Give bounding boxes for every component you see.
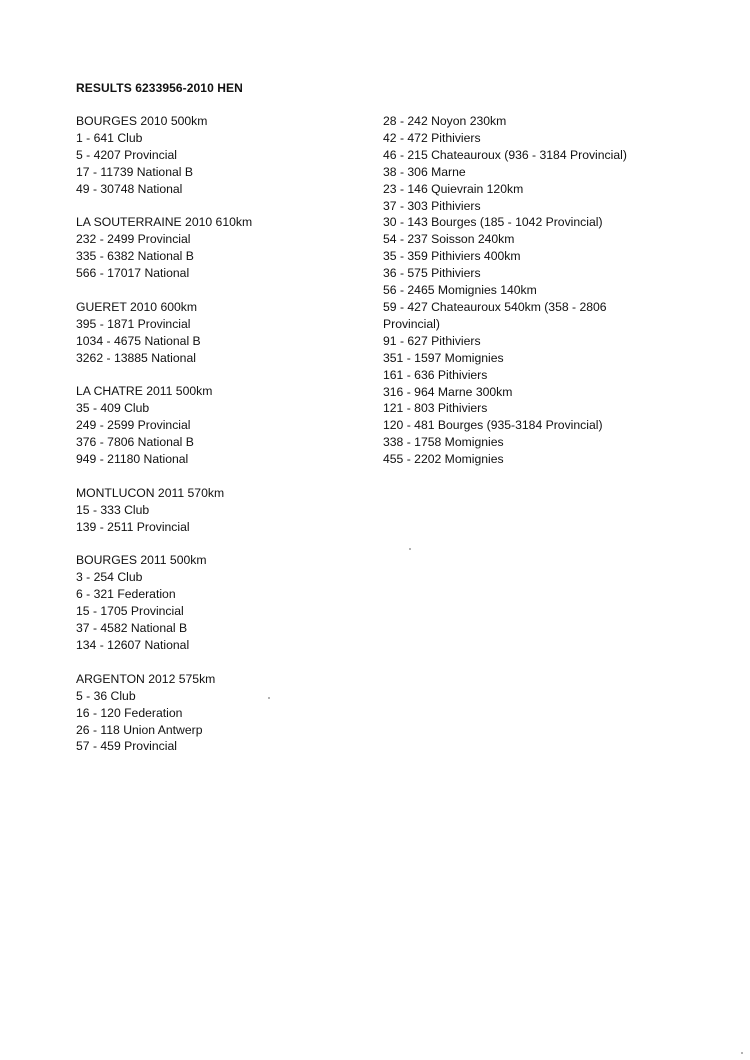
- left-column: [76, 113, 356, 772]
- race-block: [76, 299, 356, 367]
- result-row: 17 - 11739 National B: [76, 164, 193, 179]
- race-block: [76, 113, 356, 198]
- result-row: 54 - 237 Soisson 240km: [383, 232, 515, 247]
- result-row: 15 - 333 Club: [76, 502, 150, 517]
- result-row: 949 - 21180 National: [76, 452, 189, 467]
- result-row: 161 - 636 Pithiviers: [383, 367, 488, 382]
- result-row: 134 - 12607 National: [76, 638, 190, 653]
- result-row: 249 - 2599 Provincial: [76, 418, 191, 433]
- result-row: 23 - 146 Quievrain 120km: [383, 181, 524, 196]
- scan-speck: [268, 697, 270, 699]
- race-block: [76, 383, 356, 468]
- result-row: 91 - 627 Pithiviers: [383, 333, 481, 348]
- result-row: 37 - 4582 National B: [76, 621, 188, 636]
- result-row: 120 - 481 Bourges (935-3184 Provincial): [383, 418, 603, 433]
- result-row: 49 - 30748 National: [76, 181, 183, 196]
- scan-speck: [741, 1052, 743, 1054]
- result-row: 338 - 1758 Momignies: [383, 435, 504, 450]
- result-row: 376 - 7806 National B: [76, 435, 194, 450]
- result-row: 30 - 143 Bourges (185 - 1042 Provincial): [383, 215, 603, 230]
- result-row: 6 - 321 Federation: [76, 587, 176, 602]
- result-row: 38 - 306 Marne: [383, 164, 466, 179]
- scan-speck: [409, 548, 411, 550]
- race-heading: LA SOUTERRAINE 2010 610km: [76, 215, 253, 230]
- result-row: 316 - 964 Marne 300km: [383, 384, 513, 399]
- result-row: 3262 - 13885 National: [76, 350, 196, 365]
- result-row: 26 - 118 Union Antwerp: [76, 722, 203, 737]
- result-row: 455 - 2202 Momignies: [383, 452, 504, 467]
- result-row: 59 - 427 Chateauroux 540km (358 - 2806 Provincial): [383, 299, 607, 331]
- race-block: [76, 485, 356, 536]
- result-row: 335 - 6382 National B: [76, 249, 194, 264]
- result-row: 37 - 303 Pithiviers: [383, 198, 481, 213]
- result-row: 3 - 254 Club: [76, 570, 143, 585]
- race-block: [76, 671, 356, 756]
- document-title: RESULTS 6233956-2010 HEN: [76, 81, 243, 95]
- result-row: 139 - 2511 Provincial: [76, 519, 190, 534]
- result-row: 35 - 409 Club: [76, 401, 150, 416]
- result-row: 28 - 242 Noyon 230km: [383, 114, 507, 128]
- race-heading: BOURGES 2011 500km: [76, 553, 207, 568]
- race-heading: MONTLUCON 2011 570km: [76, 485, 225, 500]
- race-block: [76, 552, 356, 653]
- race-heading: ARGENTON 2012 575km: [76, 671, 216, 686]
- result-row: 1 - 641 Club: [76, 130, 143, 145]
- result-row: 5 - 4207 Provincial: [76, 147, 177, 162]
- race-heading: GUERET 2010 600km: [76, 299, 198, 314]
- right-column: [383, 113, 683, 468]
- result-row: 36 - 575 Pithiviers: [383, 266, 481, 281]
- result-row: 351 - 1597 Momignies: [383, 350, 504, 365]
- result-row: 15 - 1705 Provincial: [76, 604, 184, 619]
- race-heading: LA CHATRE 2011 500km: [76, 384, 213, 399]
- race-block: [76, 214, 356, 282]
- result-row: 566 - 17017 National: [76, 266, 190, 281]
- result-row: 57 - 459 Provincial: [76, 739, 177, 754]
- result-row: 46 - 215 Chateauroux (936 - 3184 Provincial): [383, 147, 627, 162]
- result-row: 42 - 472 Pithiviers: [383, 130, 481, 145]
- result-row: 56 - 2465 Momignies 140km: [383, 283, 537, 298]
- result-row: 395 - 1871 Provincial: [76, 316, 191, 331]
- result-row: 121 - 803 Pithiviers: [383, 401, 488, 416]
- race-heading: BOURGES 2010 500km: [76, 114, 208, 128]
- result-row: 232 - 2499 Provincial: [76, 232, 191, 247]
- result-row: 1034 - 4675 National B: [76, 333, 201, 348]
- result-row: 5 - 36 Club: [76, 688, 136, 703]
- result-row: 35 - 359 Pithiviers 400km: [383, 249, 521, 264]
- result-row: 16 - 120 Federation: [76, 705, 183, 720]
